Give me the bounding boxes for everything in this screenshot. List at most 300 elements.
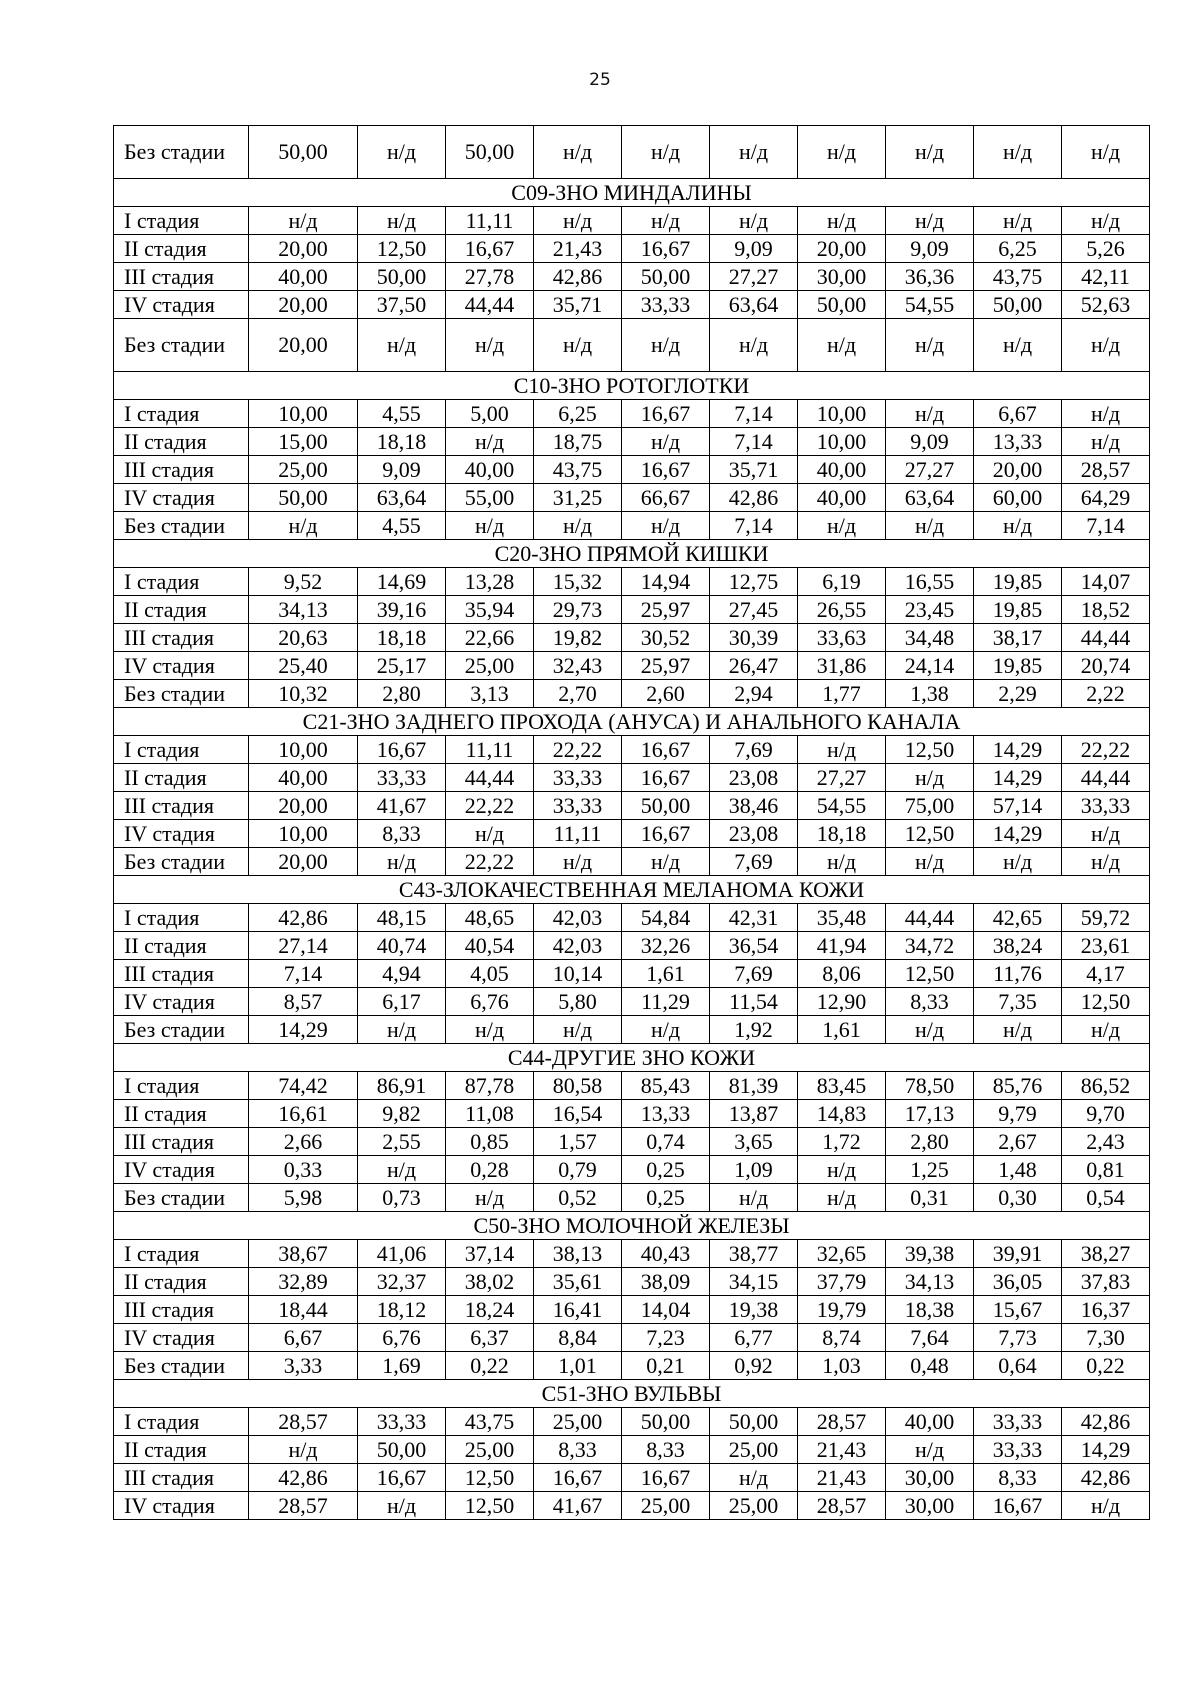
value-cell: 40,54 (446, 932, 534, 960)
value-cell: 7,73 (974, 1324, 1062, 1352)
value-cell: 30,00 (798, 263, 886, 291)
value-cell: 19,85 (974, 596, 1062, 624)
table-row (114, 263, 1150, 291)
value-cell: н/д (534, 848, 622, 876)
value-cell: 2,67 (974, 1128, 1062, 1156)
value-cell: 28,57 (1062, 456, 1150, 484)
value-cell: н/д (358, 1016, 446, 1044)
value-cell: 59,72 (1062, 904, 1150, 932)
value-cell: 0,31 (886, 1184, 974, 1212)
value-cell: 0,25 (622, 1156, 710, 1184)
value-cell: 39,91 (974, 1240, 1062, 1268)
value-cell: 35,71 (534, 291, 622, 319)
value-cell: 33,33 (974, 1436, 1062, 1464)
stage-label: I стадия (114, 1240, 249, 1268)
value-cell: 14,94 (622, 568, 710, 596)
value-cell: 4,55 (358, 512, 446, 540)
value-cell: н/д (249, 1436, 358, 1464)
value-cell: 48,65 (446, 904, 534, 932)
value-cell: 16,67 (622, 820, 710, 848)
value-cell: 44,44 (1062, 624, 1150, 652)
value-cell: 4,55 (358, 400, 446, 428)
value-cell: 31,25 (534, 484, 622, 512)
value-cell: 9,82 (358, 1100, 446, 1128)
value-cell: 13,33 (622, 1100, 710, 1128)
value-cell: 8,33 (622, 1436, 710, 1464)
value-cell: 20,00 (798, 235, 886, 263)
value-cell: 7,14 (710, 512, 798, 540)
stage-label: II стадия (114, 235, 249, 263)
value-cell: 50,00 (798, 291, 886, 319)
value-cell: 57,14 (974, 792, 1062, 820)
section-header-row (114, 1380, 1150, 1408)
value-cell: 41,67 (358, 792, 446, 820)
value-cell: 2,29 (974, 680, 1062, 708)
value-cell: 35,48 (798, 904, 886, 932)
section-header-row (114, 708, 1150, 736)
value-cell: 20,74 (1062, 652, 1150, 680)
table-row (114, 596, 1150, 624)
value-cell: 3,65 (710, 1128, 798, 1156)
value-cell: н/д (1062, 428, 1150, 456)
table-row (114, 1184, 1150, 1212)
value-cell: 38,17 (974, 624, 1062, 652)
table-row (114, 848, 1150, 876)
value-cell: 21,43 (798, 1436, 886, 1464)
value-cell: 14,83 (798, 1100, 886, 1128)
value-cell: 25,00 (446, 1436, 534, 1464)
value-cell: 0,33 (249, 1156, 358, 1184)
value-cell: 0,74 (622, 1128, 710, 1156)
stage-label: IV стадия (114, 1324, 249, 1352)
value-cell: 2,60 (622, 680, 710, 708)
section-title: С44-ДРУГИЕ ЗНО КОЖИ (114, 1044, 1150, 1072)
value-cell: 31,86 (798, 652, 886, 680)
value-cell: н/д (710, 1464, 798, 1492)
value-cell: 32,43 (534, 652, 622, 680)
value-cell: 27,14 (249, 932, 358, 960)
value-cell: 85,43 (622, 1072, 710, 1100)
value-cell: н/д (1062, 1492, 1150, 1520)
stage-label: Без стадии (114, 1352, 249, 1380)
value-cell: 33,33 (534, 764, 622, 792)
value-cell: 32,89 (249, 1268, 358, 1296)
value-cell: 34,15 (710, 1268, 798, 1296)
value-cell: 20,63 (249, 624, 358, 652)
value-cell: 14,07 (1062, 568, 1150, 596)
value-cell: 6,17 (358, 988, 446, 1016)
value-cell: н/д (358, 319, 446, 372)
value-cell: 13,87 (710, 1100, 798, 1128)
section-title: С43-ЗЛОКАЧЕСТВЕННАЯ МЕЛАНОМА КОЖИ (114, 876, 1150, 904)
value-cell: 11,29 (622, 988, 710, 1016)
value-cell: 38,77 (710, 1240, 798, 1268)
value-cell: н/д (798, 848, 886, 876)
value-cell: 50,00 (622, 263, 710, 291)
value-cell: 23,45 (886, 596, 974, 624)
value-cell: 14,69 (358, 568, 446, 596)
value-cell: 18,75 (534, 428, 622, 456)
value-cell: 80,58 (534, 1072, 622, 1100)
value-cell: н/д (1062, 820, 1150, 848)
value-cell: 38,46 (710, 792, 798, 820)
value-cell: н/д (710, 126, 798, 179)
value-cell: 8,06 (798, 960, 886, 988)
value-cell: 44,44 (886, 904, 974, 932)
value-cell: н/д (798, 512, 886, 540)
value-cell: 37,50 (358, 291, 446, 319)
stage-label: I стадия (114, 400, 249, 428)
value-cell: 30,39 (710, 624, 798, 652)
table-row (114, 568, 1150, 596)
value-cell: 23,61 (1062, 932, 1150, 960)
value-cell: 14,29 (974, 736, 1062, 764)
value-cell: 43,75 (446, 1408, 534, 1436)
value-cell: 38,13 (534, 1240, 622, 1268)
value-cell: н/д (974, 512, 1062, 540)
value-cell: 9,09 (710, 235, 798, 263)
value-cell: 41,94 (798, 932, 886, 960)
value-cell: 50,00 (358, 1436, 446, 1464)
table-row (114, 1016, 1150, 1044)
section-header-row (114, 1044, 1150, 1072)
table-row (114, 792, 1150, 820)
value-cell: 1,03 (798, 1352, 886, 1380)
section-header-row (114, 1212, 1150, 1240)
value-cell: 86,52 (1062, 1072, 1150, 1100)
value-cell: 30,00 (886, 1492, 974, 1520)
stage-label: IV стадия (114, 484, 249, 512)
value-cell: 37,83 (1062, 1268, 1150, 1296)
value-cell: 30,52 (622, 624, 710, 652)
value-cell: 25,17 (358, 652, 446, 680)
value-cell: 14,29 (1062, 1436, 1150, 1464)
value-cell: 20,00 (249, 848, 358, 876)
stage-label: II стадия (114, 1100, 249, 1128)
value-cell: 7,14 (1062, 512, 1150, 540)
value-cell: 42,03 (534, 904, 622, 932)
table-row (114, 1072, 1150, 1100)
section-header-row (114, 179, 1150, 207)
value-cell: н/д (886, 1016, 974, 1044)
stage-label: Без стадии (114, 1184, 249, 1212)
value-cell: 42,86 (534, 263, 622, 291)
value-cell: 19,79 (798, 1296, 886, 1324)
value-cell: н/д (622, 512, 710, 540)
value-cell: 7,14 (249, 960, 358, 988)
value-cell: н/д (249, 207, 358, 235)
value-cell: н/д (622, 428, 710, 456)
value-cell: н/д (710, 1184, 798, 1212)
value-cell: 50,00 (249, 484, 358, 512)
value-cell: 32,37 (358, 1268, 446, 1296)
value-cell: 33,33 (1062, 792, 1150, 820)
value-cell: 29,73 (534, 596, 622, 624)
value-cell: 35,61 (534, 1268, 622, 1296)
value-cell: 85,76 (974, 1072, 1062, 1100)
value-cell: 87,78 (446, 1072, 534, 1100)
stage-label: I стадия (114, 736, 249, 764)
value-cell: н/д (886, 1436, 974, 1464)
value-cell: 38,02 (446, 1268, 534, 1296)
value-cell: 63,64 (358, 484, 446, 512)
value-cell: 0,30 (974, 1184, 1062, 1212)
value-cell: 42,86 (710, 484, 798, 512)
value-cell: н/д (798, 1184, 886, 1212)
section-header-row (114, 540, 1150, 568)
value-cell: 63,64 (886, 484, 974, 512)
value-cell: 10,00 (798, 400, 886, 428)
value-cell: 0,22 (446, 1352, 534, 1380)
value-cell: 6,19 (798, 568, 886, 596)
value-cell: 16,67 (358, 1464, 446, 1492)
value-cell: 14,04 (622, 1296, 710, 1324)
value-cell: 6,67 (974, 400, 1062, 428)
table-row (114, 512, 1150, 540)
value-cell: 1,61 (798, 1016, 886, 1044)
table-row (114, 1464, 1150, 1492)
value-cell: 20,00 (249, 291, 358, 319)
value-cell: 20,00 (249, 792, 358, 820)
value-cell: 54,84 (622, 904, 710, 932)
value-cell: 19,38 (710, 1296, 798, 1324)
value-cell: 35,71 (710, 456, 798, 484)
value-cell: 10,00 (249, 400, 358, 428)
value-cell: 10,00 (249, 736, 358, 764)
value-cell: 7,14 (710, 400, 798, 428)
value-cell: 2,80 (886, 1128, 974, 1156)
value-cell: 39,38 (886, 1240, 974, 1268)
table-row (114, 400, 1150, 428)
value-cell: 16,67 (358, 736, 446, 764)
value-cell: 12,90 (798, 988, 886, 1016)
value-cell: 36,05 (974, 1268, 1062, 1296)
value-cell: 27,78 (446, 263, 534, 291)
value-cell: н/д (534, 512, 622, 540)
stage-label: IV стадия (114, 820, 249, 848)
stage-label: III стадия (114, 1128, 249, 1156)
table-row (114, 680, 1150, 708)
value-cell: 19,85 (974, 568, 1062, 596)
value-cell: 0,52 (534, 1184, 622, 1212)
value-cell: н/д (1062, 126, 1150, 179)
value-cell: н/д (974, 1016, 1062, 1044)
value-cell: н/д (710, 319, 798, 372)
table-row (114, 235, 1150, 263)
value-cell: 42,86 (1062, 1408, 1150, 1436)
value-cell: 27,45 (710, 596, 798, 624)
value-cell: н/д (358, 207, 446, 235)
value-cell: 28,57 (249, 1408, 358, 1436)
value-cell: н/д (446, 512, 534, 540)
table-row (114, 932, 1150, 960)
value-cell: н/д (886, 319, 974, 372)
value-cell: н/д (622, 1016, 710, 1044)
stage-label: II стадия (114, 932, 249, 960)
value-cell: 18,44 (249, 1296, 358, 1324)
value-cell: 34,13 (249, 596, 358, 624)
value-cell: н/д (886, 207, 974, 235)
value-cell: 43,75 (534, 456, 622, 484)
stage-label: Без стадии (114, 848, 249, 876)
value-cell: 40,43 (622, 1240, 710, 1268)
value-cell: 0,28 (446, 1156, 534, 1184)
value-cell: 4,94 (358, 960, 446, 988)
value-cell: н/д (1062, 1016, 1150, 1044)
value-cell: 13,28 (446, 568, 534, 596)
value-cell: 40,00 (798, 456, 886, 484)
value-cell: 16,37 (1062, 1296, 1150, 1324)
value-cell: 9,09 (886, 428, 974, 456)
value-cell: 14,29 (974, 820, 1062, 848)
value-cell: 48,15 (358, 904, 446, 932)
value-cell: 66,67 (622, 484, 710, 512)
value-cell: 42,11 (1062, 263, 1150, 291)
value-cell: н/д (1062, 319, 1150, 372)
value-cell: 5,00 (446, 400, 534, 428)
value-cell: 16,55 (886, 568, 974, 596)
table-row (114, 624, 1150, 652)
value-cell: н/д (446, 319, 534, 372)
value-cell: 40,00 (886, 1408, 974, 1436)
value-cell: 38,24 (974, 932, 1062, 960)
value-cell: 6,67 (249, 1324, 358, 1352)
value-cell: 16,67 (622, 456, 710, 484)
section-title: С51-ЗНО ВУЛЬВЫ (114, 1380, 1150, 1408)
value-cell: 50,00 (710, 1408, 798, 1436)
value-cell: 27,27 (798, 764, 886, 792)
section-title: С50-ЗНО МОЛОЧНОЙ ЖЕЛЕЗЫ (114, 1212, 1150, 1240)
value-cell: 4,05 (446, 960, 534, 988)
stage-label: IV стадия (114, 1492, 249, 1520)
value-cell: н/д (886, 848, 974, 876)
value-cell: 12,50 (446, 1492, 534, 1520)
value-cell: 63,64 (710, 291, 798, 319)
value-cell: 11,11 (534, 820, 622, 848)
value-cell: 6,25 (974, 235, 1062, 263)
stage-label: IV стадия (114, 652, 249, 680)
value-cell: 33,63 (798, 624, 886, 652)
table-row (114, 484, 1150, 512)
table-row (114, 1156, 1150, 1184)
value-cell: 7,14 (710, 428, 798, 456)
table-row (114, 820, 1150, 848)
value-cell: 6,77 (710, 1324, 798, 1352)
stage-label: II стадия (114, 596, 249, 624)
value-cell: 8,74 (798, 1324, 886, 1352)
value-cell: н/д (798, 1156, 886, 1184)
value-cell: н/д (886, 764, 974, 792)
value-cell: н/д (446, 1184, 534, 1212)
value-cell: 36,36 (886, 263, 974, 291)
value-cell: 18,18 (798, 820, 886, 848)
stage-label: IV стадия (114, 1156, 249, 1184)
value-cell: 16,54 (534, 1100, 622, 1128)
value-cell: 12,75 (710, 568, 798, 596)
value-cell: 42,86 (249, 1464, 358, 1492)
stage-label: Без стадии (114, 1016, 249, 1044)
value-cell: 0,21 (622, 1352, 710, 1380)
stage-label: III стадия (114, 263, 249, 291)
stage-label: I стадия (114, 1408, 249, 1436)
value-cell: 1,72 (798, 1128, 886, 1156)
value-cell: 40,00 (249, 263, 358, 291)
value-cell: 74,42 (249, 1072, 358, 1100)
value-cell: н/д (358, 1492, 446, 1520)
section-title: С20-ЗНО ПРЯМОЙ КИШКИ (114, 540, 1150, 568)
value-cell: 25,00 (710, 1492, 798, 1520)
value-cell: 34,72 (886, 932, 974, 960)
value-cell: 22,22 (1062, 736, 1150, 764)
value-cell: 11,08 (446, 1100, 534, 1128)
section-title: С10-ЗНО РОТОГЛОТКИ (114, 372, 1150, 400)
value-cell: 9,09 (886, 235, 974, 263)
value-cell: 16,67 (622, 235, 710, 263)
table-row (114, 1408, 1150, 1436)
section-title: С09-ЗНО МИНДАЛИНЫ (114, 179, 1150, 207)
value-cell: 22,22 (534, 736, 622, 764)
stage-label: Без стадии (114, 126, 249, 179)
value-cell: 27,27 (886, 456, 974, 484)
value-cell: 32,65 (798, 1240, 886, 1268)
value-cell: 1,61 (622, 960, 710, 988)
value-cell: н/д (534, 207, 622, 235)
value-cell: 21,43 (798, 1464, 886, 1492)
value-cell: 64,29 (1062, 484, 1150, 512)
value-cell: 22,22 (446, 792, 534, 820)
value-cell: 10,14 (534, 960, 622, 988)
value-cell: н/д (622, 126, 710, 179)
stage-label: III стадия (114, 960, 249, 988)
table-row (114, 1128, 1150, 1156)
value-cell: 7,69 (710, 736, 798, 764)
value-cell: 12,50 (886, 960, 974, 988)
table-row (114, 1240, 1150, 1268)
value-cell: 25,97 (622, 652, 710, 680)
value-cell: 16,61 (249, 1100, 358, 1128)
value-cell: 54,55 (798, 792, 886, 820)
value-cell: н/д (974, 319, 1062, 372)
value-cell: 11,54 (710, 988, 798, 1016)
value-cell: н/д (1062, 848, 1150, 876)
value-cell: 16,67 (446, 235, 534, 263)
stage-label: Без стадии (114, 319, 249, 372)
value-cell: 21,43 (534, 235, 622, 263)
value-cell: 6,37 (446, 1324, 534, 1352)
value-cell: 18,38 (886, 1296, 974, 1324)
value-cell: 78,50 (886, 1072, 974, 1100)
value-cell: 34,13 (886, 1268, 974, 1296)
value-cell: 26,47 (710, 652, 798, 680)
value-cell: 44,44 (446, 764, 534, 792)
value-cell: 22,22 (446, 848, 534, 876)
value-cell: 50,00 (446, 126, 534, 179)
value-cell: 35,94 (446, 596, 534, 624)
value-cell: 86,91 (358, 1072, 446, 1100)
value-cell: 1,57 (534, 1128, 622, 1156)
table-row (114, 904, 1150, 932)
section-title: С21-ЗНО ЗАДНЕГО ПРОХОДА (АНУСА) И АНАЛЬНОГО КАНАЛА (114, 708, 1150, 736)
stage-label: III стадия (114, 456, 249, 484)
value-cell: 42,65 (974, 904, 1062, 932)
stage-label: I стадия (114, 1072, 249, 1100)
value-cell: н/д (358, 848, 446, 876)
value-cell: н/д (710, 207, 798, 235)
stage-label: I стадия (114, 207, 249, 235)
value-cell: 18,12 (358, 1296, 446, 1324)
value-cell: н/д (886, 126, 974, 179)
stage-label: IV стадия (114, 291, 249, 319)
